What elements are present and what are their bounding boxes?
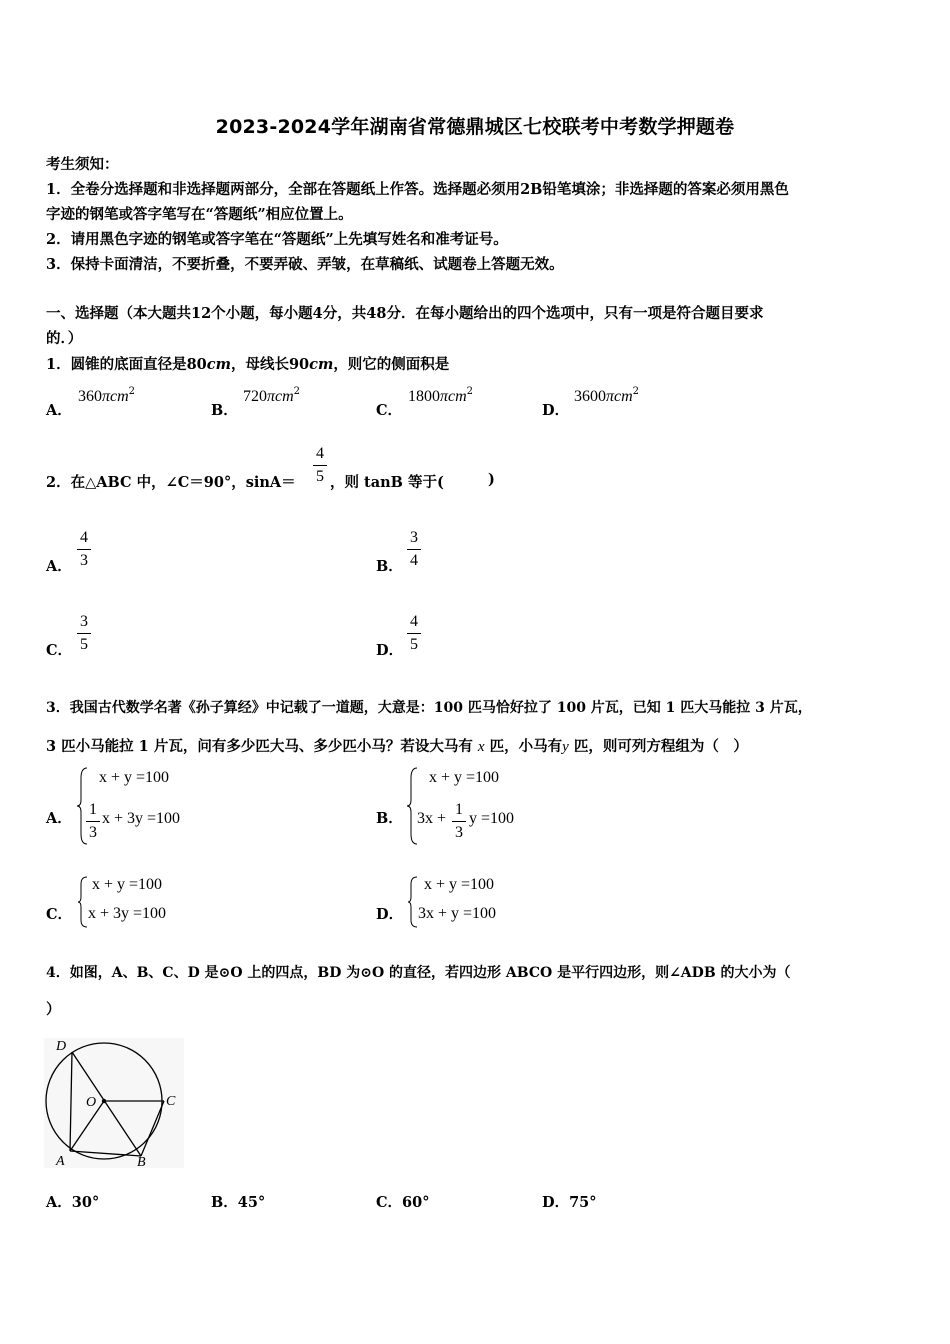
q2-option-b-label[interactable]: B．: [376, 558, 403, 575]
page-title: 2023-2024学年湖南省常德鼎城区七校联考中考数学押题卷: [215, 116, 735, 138]
q3-option-a-eq1[interactable]: x + y =100: [99, 769, 170, 786]
q2-option-a-fraction[interactable]: 4 3: [77, 528, 91, 571]
q2-option-c-fraction[interactable]: 3 5: [77, 612, 91, 655]
q2-option-d-label[interactable]: D．: [376, 642, 404, 659]
q3-option-b-brace: [406, 766, 420, 846]
label-b: B: [137, 1155, 146, 1168]
question-1-stem: 1．圆锥的底面直径是80cm，母线长90cm，则它的侧面积是: [46, 356, 450, 373]
notice-item: 2．请用黑色字迹的钢笔或答字笔在“答题纸”上先填写姓名和准考证号。: [46, 231, 508, 248]
q3-option-a-eq2[interactable]: x + 3y =100: [102, 810, 181, 827]
q1-option-a[interactable]: 360πcm$^2$: [78, 386, 136, 405]
q1-option-c-label[interactable]: C．: [376, 402, 403, 419]
notice-item: 3．保持卡面清洁，不要折叠，不要弄破、弄皱，在草稿纸、试题卷上答题无效。: [46, 256, 564, 273]
question-3-line1: 3．我国古代数学名著《孙子算经》中记载了一道题，大意是：100 匹马恰好拉了 100 片瓦，已知 1 匹大马能拉 3 片瓦，: [46, 700, 812, 716]
label-a: A: [56, 1154, 65, 1168]
q3-option-d-label[interactable]: D．: [376, 906, 404, 923]
chord-da: [70, 1052, 72, 1151]
notice-heading: 考生须知：: [46, 156, 119, 173]
q2-option-c-label[interactable]: C．: [46, 642, 73, 659]
q3-option-b-eq2-tail[interactable]: y =100: [469, 810, 515, 827]
q4-option-c[interactable]: C．60°: [376, 1194, 430, 1211]
question-4-line2: ）: [46, 1001, 61, 1018]
question-2-stem-b: ，则 tanB 等于(: [330, 474, 444, 491]
q2-option-d-fraction[interactable]: 4 5: [407, 612, 421, 655]
center-point: [102, 1099, 106, 1103]
q1-option-d-label[interactable]: D．: [542, 402, 570, 419]
q3-option-c-label[interactable]: C．: [46, 906, 73, 923]
q2-option-b-fraction[interactable]: 3 4: [407, 528, 421, 571]
section-heading-cont: 的．）: [46, 330, 83, 347]
q4-option-a[interactable]: A．30°: [46, 1194, 100, 1211]
q3-option-a-frac: 1 3: [86, 800, 100, 843]
label-d: D: [56, 1039, 67, 1054]
q1-option-a-label[interactable]: A．: [46, 402, 72, 419]
q2-option-a-label[interactable]: A．: [46, 558, 72, 575]
q3-option-b-label[interactable]: B．: [376, 810, 403, 827]
notice-item: 字迹的钢笔或答字笔写在“答题纸”相应位置上。: [46, 206, 353, 223]
q4-circle-figure: [44, 1038, 184, 1168]
section-heading: 一、选择题（本大题共12个小题，每小题4分，共48分．在每小题给出的四个选项中，只有一项是符合题目要求: [46, 305, 764, 322]
q3-option-b-frac: 1 3: [452, 800, 466, 843]
q3-option-d-eq2[interactable]: 3x + y =100: [418, 905, 497, 922]
q4-option-b[interactable]: B．45°: [211, 1194, 266, 1211]
q4-circle-diagram: [44, 1038, 184, 1168]
q4-option-d[interactable]: D．75°: [542, 1194, 597, 1211]
q2-sinA-fraction: 4 5: [313, 444, 327, 487]
q3-option-a-label[interactable]: A．: [46, 810, 72, 827]
notice-item: 1．全卷分选择题和非选择题两部分，全部在答题纸上作答。选择题必须用2B铅笔填涂；非选择题的答案必须用黑色: [46, 181, 789, 198]
q3-option-d-eq1[interactable]: x + y =100: [424, 876, 495, 893]
question-2-stem-a: 2．在△ABC 中，∠C＝90°，sinA＝: [46, 474, 296, 491]
q1-option-b-label[interactable]: B．: [211, 402, 238, 419]
q1-option-b[interactable]: 720πcm$^2$: [243, 386, 301, 405]
q3-option-c-eq2[interactable]: x + 3y =100: [88, 905, 167, 922]
question-3-line2: 3 匹小马能拉 1 片瓦，问有多少匹大马、多少匹小马？若设大马有 x 匹，小马有y 匹，则可列方程组为（ ）: [46, 738, 748, 755]
question-2-stem-c: ): [488, 471, 495, 488]
diameter-bd: [72, 1052, 141, 1156]
q3-option-b-eq2-head[interactable]: 3x +: [417, 810, 447, 827]
q3-option-b-eq1[interactable]: x + y =100: [429, 769, 500, 786]
label-o: O: [86, 1095, 97, 1110]
q1-option-d[interactable]: 3600πcm$^2$: [574, 386, 640, 405]
question-4-line1: 4．如图，A、B、C、D 是⊙O 上的四点，BD 为⊙O 的直径，若四边形 ABCO 是平行四边形，则∠ADB 的大小为（: [46, 965, 791, 981]
label-c: C: [166, 1094, 176, 1109]
q3-option-c-eq1[interactable]: x + y =100: [92, 876, 163, 893]
q1-option-c[interactable]: 1800πcm$^2$: [408, 386, 474, 405]
chord-cb: [141, 1101, 164, 1156]
